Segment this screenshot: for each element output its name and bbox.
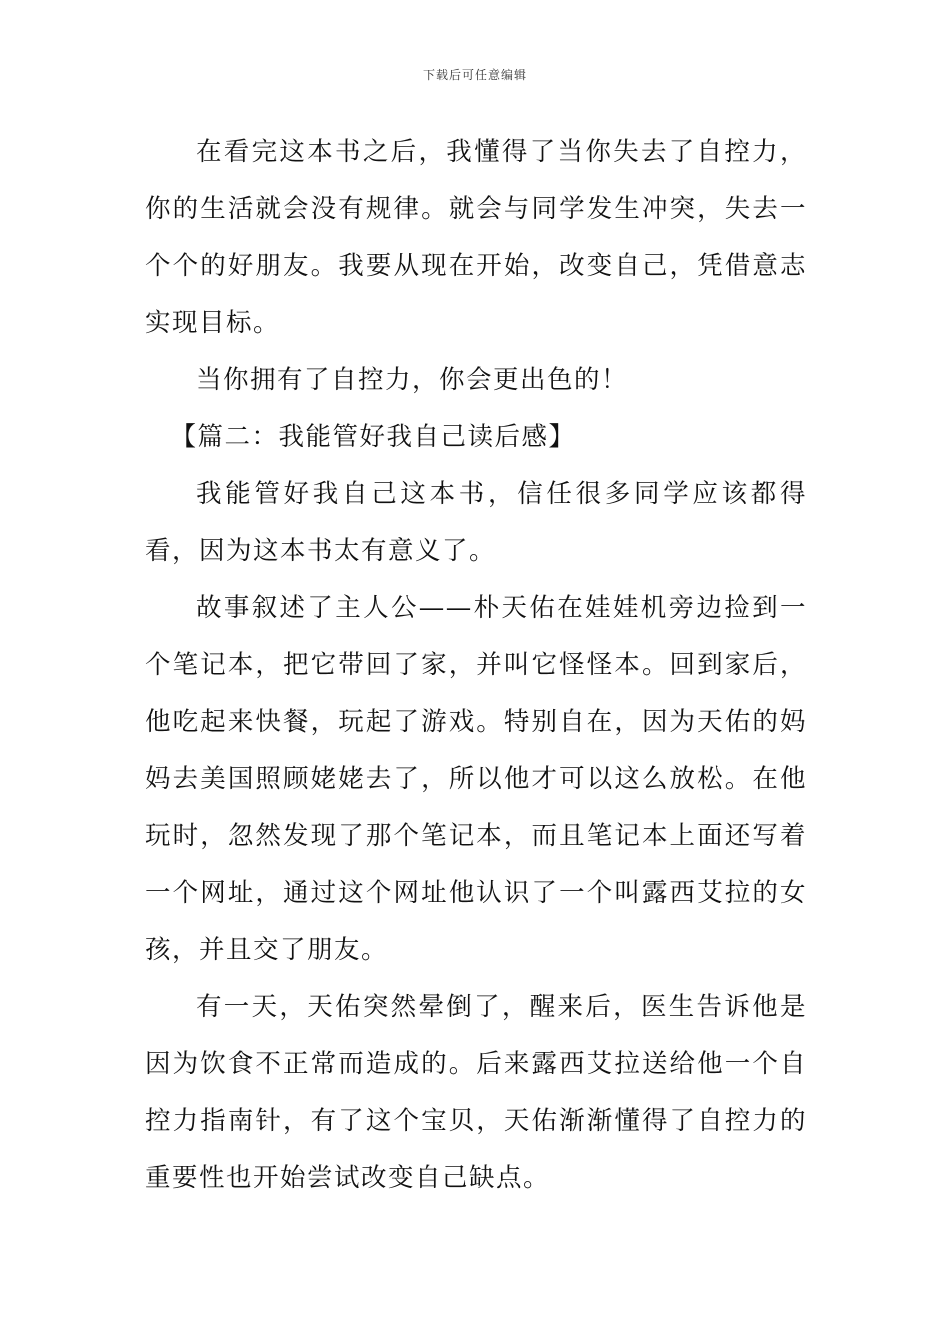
paragraph-2: 当你拥有了自控力，你会更出色的！ bbox=[196, 365, 629, 395]
section-paragraph-1: 我能管好我自己这本书，信任很多同学应该都得看，因为这本书太有意义了。 bbox=[145, 479, 807, 566]
section-paragraph-2: 故事叙述了主人公——朴天佑在娃娃机旁边捡到一个笔记本，把它带回了家，并叫它怪怪本。回到家后，他吃起来快餐，玩起了游戏。特别自在，因为天佑的妈妈去美国照顾姥姥去了，所以他才可以这么放松。在他玩时，忽然发现了那个笔记本，而且笔记本上面还写着一个网址，通过这个网址他认识了一个叫露西艾拉的女孩，并且交了朋友。 bbox=[145, 593, 807, 965]
paragraph-1: 在看完这本书之后，我懂得了当你失去了自控力，你的生活就会没有规律。就会与同学发生冲突，失去一个个的好朋友。我要从现在开始，改变自己，凭借意志实现目标。 bbox=[145, 137, 807, 338]
section-paragraph-3: 有一天，天佑突然晕倒了，醒来后，医生告诉他是因为饮食不正常而造成的。后来露西艾拉送给他一个自控力指南针，有了这个宝贝，天佑渐渐懂得了自控力的重要性也开始尝试改变自己缺点。 bbox=[145, 992, 807, 1193]
section-heading: 【篇二：我能管好我自己读后感】 bbox=[170, 422, 576, 452]
header-note: 下载后可任意编辑 bbox=[422, 68, 527, 82]
document-body bbox=[145, 124, 807, 1207]
